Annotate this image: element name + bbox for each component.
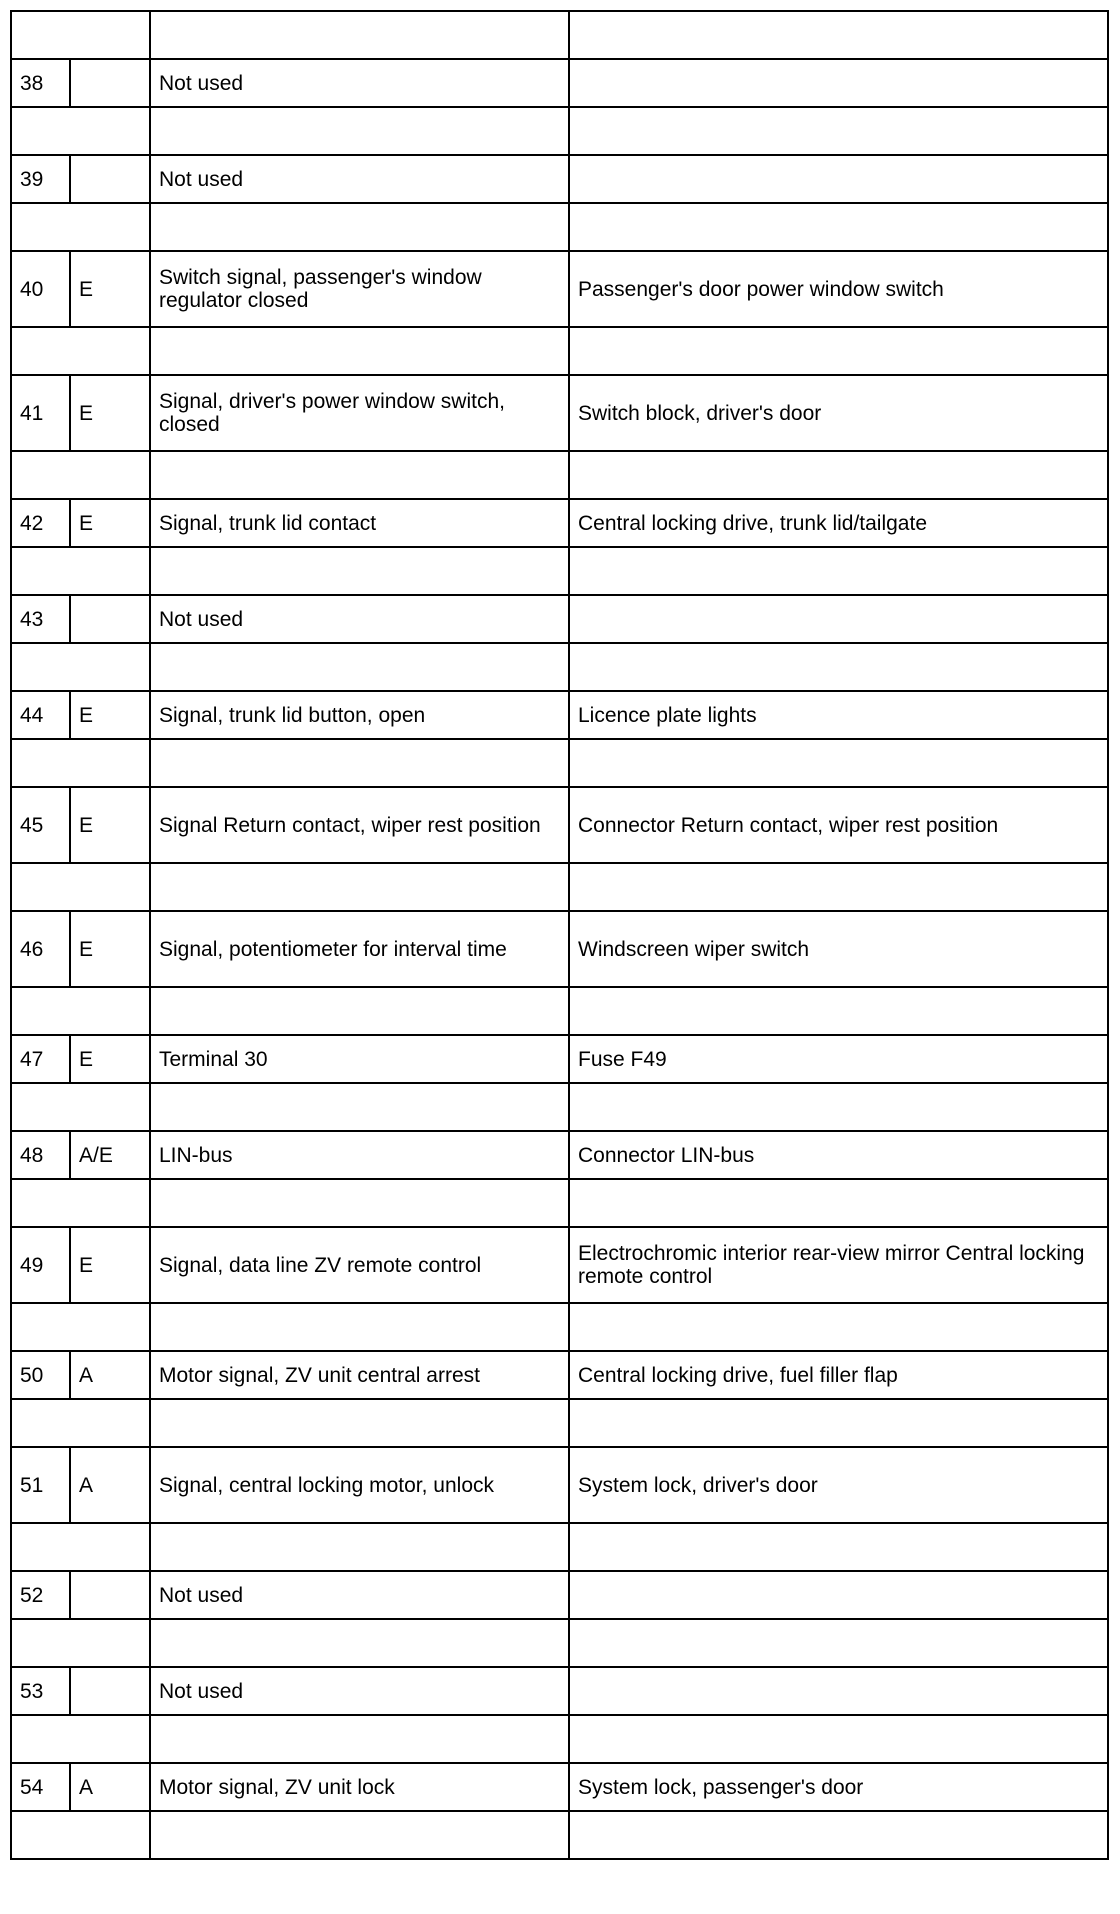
pin-row [11, 595, 1108, 643]
direction-cell: A [70, 1351, 150, 1399]
spacer-row [11, 547, 1108, 595]
spacer-row [11, 1303, 1108, 1351]
signal-description-cell: Not used [150, 59, 569, 107]
signal-description-cell: Motor signal, ZV unit central arrest [150, 1351, 569, 1399]
pin-row [11, 1763, 1108, 1811]
spacer-cell [11, 1303, 150, 1351]
pin-row [11, 375, 1108, 451]
spacer-cell [569, 107, 1108, 155]
signal-description-cell: Terminal 30 [150, 1035, 569, 1083]
connection-cell: Switch block, driver's door [569, 375, 1108, 451]
spacer-cell [569, 547, 1108, 595]
pin-row [11, 1447, 1108, 1523]
pin-row [11, 787, 1108, 863]
spacer-cell [569, 1715, 1108, 1763]
connection-cell: Passenger's door power window switch [569, 251, 1108, 327]
pin-number-cell: 40 [11, 251, 70, 327]
spacer-cell [569, 1303, 1108, 1351]
pin-row [11, 911, 1108, 987]
connection-cell: Connector Return contact, wiper rest position [569, 787, 1108, 863]
spacer-row [11, 1619, 1108, 1667]
connection-cell [569, 1571, 1108, 1619]
spacer-cell [569, 451, 1108, 499]
direction-cell [70, 595, 150, 643]
direction-cell [70, 1571, 150, 1619]
signal-description-cell: Signal, trunk lid contact [150, 499, 569, 547]
header-cell [150, 11, 569, 59]
spacer-cell [11, 739, 150, 787]
signal-description-cell: Not used [150, 1667, 569, 1715]
signal-description-cell: Switch signal, passenger's window regulator closed [150, 251, 569, 327]
pin-number-cell: 46 [11, 911, 70, 987]
spacer-cell [150, 643, 569, 691]
spacer-cell [11, 1811, 150, 1859]
spacer-cell [150, 107, 569, 155]
pin-assignment-table [10, 10, 1109, 1860]
connection-cell: Fuse F49 [569, 1035, 1108, 1083]
pin-number-cell: 44 [11, 691, 70, 739]
pin-number-cell: 41 [11, 375, 70, 451]
spacer-cell [11, 987, 150, 1035]
spacer-cell [11, 1715, 150, 1763]
spacer-cell [150, 327, 569, 375]
spacer-cell [11, 1083, 150, 1131]
signal-description-cell: Signal, potentiometer for interval time [150, 911, 569, 987]
pin-row [11, 155, 1108, 203]
spacer-cell [569, 1619, 1108, 1667]
pin-number-cell: 54 [11, 1763, 70, 1811]
connection-cell: Licence plate lights [569, 691, 1108, 739]
spacer-cell [11, 107, 150, 155]
signal-description-cell: Not used [150, 155, 569, 203]
spacer-cell [569, 1523, 1108, 1571]
pin-row [11, 1035, 1108, 1083]
spacer-cell [569, 739, 1108, 787]
spacer-cell [11, 1523, 150, 1571]
pin-row [11, 499, 1108, 547]
spacer-row [11, 739, 1108, 787]
connection-cell [569, 155, 1108, 203]
spacer-row [11, 863, 1108, 911]
direction-cell: E [70, 691, 150, 739]
pin-number-cell: 45 [11, 787, 70, 863]
direction-cell: E [70, 787, 150, 863]
direction-cell: E [70, 911, 150, 987]
spacer-cell [150, 1811, 569, 1859]
header-row [11, 11, 1108, 59]
direction-cell [70, 1667, 150, 1715]
connection-cell: Windscreen wiper switch [569, 911, 1108, 987]
pin-number-cell: 51 [11, 1447, 70, 1523]
pin-row [11, 1131, 1108, 1179]
spacer-cell [150, 1619, 569, 1667]
spacer-cell [150, 1179, 569, 1227]
pin-number-cell: 52 [11, 1571, 70, 1619]
spacer-cell [150, 1083, 569, 1131]
spacer-cell [11, 547, 150, 595]
signal-description-cell: Signal, trunk lid button, open [150, 691, 569, 739]
spacer-row [11, 1523, 1108, 1571]
spacer-cell [150, 1399, 569, 1447]
spacer-row [11, 987, 1108, 1035]
pin-number-cell: 42 [11, 499, 70, 547]
connection-cell [569, 59, 1108, 107]
pin-number-cell: 47 [11, 1035, 70, 1083]
connection-cell: Connector LIN-bus [569, 1131, 1108, 1179]
spacer-cell [150, 987, 569, 1035]
header-cell [569, 11, 1108, 59]
spacer-cell [11, 1619, 150, 1667]
spacer-cell [569, 643, 1108, 691]
pin-number-cell: 48 [11, 1131, 70, 1179]
spacer-cell [11, 1399, 150, 1447]
pin-number-cell: 53 [11, 1667, 70, 1715]
spacer-cell [569, 863, 1108, 911]
spacer-cell [569, 987, 1108, 1035]
pin-table-body [11, 11, 1108, 1859]
spacer-row [11, 107, 1108, 155]
signal-description-cell: Motor signal, ZV unit lock [150, 1763, 569, 1811]
connection-cell [569, 1667, 1108, 1715]
connection-cell: System lock, driver's door [569, 1447, 1108, 1523]
header-cell [11, 11, 150, 59]
signal-description-cell: Signal Return contact, wiper rest position [150, 787, 569, 863]
spacer-row [11, 1399, 1108, 1447]
pin-number-cell: 39 [11, 155, 70, 203]
spacer-cell [569, 1811, 1108, 1859]
direction-cell: E [70, 499, 150, 547]
connection-cell: Electrochromic interior rear-view mirror Central locking remote control [569, 1227, 1108, 1303]
pin-number-cell: 43 [11, 595, 70, 643]
spacer-cell [569, 327, 1108, 375]
spacer-row [11, 451, 1108, 499]
direction-cell: A [70, 1763, 150, 1811]
direction-cell: A/E [70, 1131, 150, 1179]
spacer-row [11, 1715, 1108, 1763]
connection-cell: Central locking drive, fuel filler flap [569, 1351, 1108, 1399]
spacer-cell [150, 451, 569, 499]
spacer-row [11, 1179, 1108, 1227]
signal-description-cell: Signal, driver's power window switch, closed [150, 375, 569, 451]
signal-description-cell: Not used [150, 1571, 569, 1619]
spacer-row [11, 327, 1108, 375]
pin-row [11, 1571, 1108, 1619]
spacer-cell [150, 739, 569, 787]
spacer-cell [150, 203, 569, 251]
direction-cell [70, 155, 150, 203]
direction-cell: E [70, 1035, 150, 1083]
pin-row [11, 691, 1108, 739]
spacer-cell [150, 863, 569, 911]
direction-cell: E [70, 375, 150, 451]
spacer-cell [150, 1303, 569, 1351]
spacer-cell [11, 327, 150, 375]
pin-row [11, 1227, 1108, 1303]
connection-cell [569, 595, 1108, 643]
pin-row [11, 1667, 1108, 1715]
spacer-cell [150, 1715, 569, 1763]
spacer-row [11, 203, 1108, 251]
spacer-cell [11, 203, 150, 251]
pin-number-cell: 38 [11, 59, 70, 107]
spacer-cell [569, 203, 1108, 251]
spacer-cell [11, 451, 150, 499]
spacer-cell [569, 1399, 1108, 1447]
spacer-row [11, 1811, 1108, 1859]
pin-row [11, 1351, 1108, 1399]
connection-cell: System lock, passenger's door [569, 1763, 1108, 1811]
signal-description-cell: Signal, central locking motor, unlock [150, 1447, 569, 1523]
spacer-row [11, 643, 1108, 691]
spacer-cell [11, 1179, 150, 1227]
pin-row [11, 59, 1108, 107]
spacer-cell [150, 1523, 569, 1571]
signal-description-cell: LIN-bus [150, 1131, 569, 1179]
direction-cell [70, 59, 150, 107]
direction-cell: E [70, 1227, 150, 1303]
spacer-cell [11, 863, 150, 911]
signal-description-cell: Signal, data line ZV remote control [150, 1227, 569, 1303]
spacer-cell [11, 643, 150, 691]
spacer-cell [569, 1083, 1108, 1131]
pin-number-cell: 49 [11, 1227, 70, 1303]
spacer-cell [150, 547, 569, 595]
pin-row [11, 251, 1108, 327]
direction-cell: E [70, 251, 150, 327]
spacer-cell [569, 1179, 1108, 1227]
connection-cell: Central locking drive, trunk lid/tailgate [569, 499, 1108, 547]
pin-number-cell: 50 [11, 1351, 70, 1399]
spacer-row [11, 1083, 1108, 1131]
signal-description-cell: Not used [150, 595, 569, 643]
direction-cell: A [70, 1447, 150, 1523]
